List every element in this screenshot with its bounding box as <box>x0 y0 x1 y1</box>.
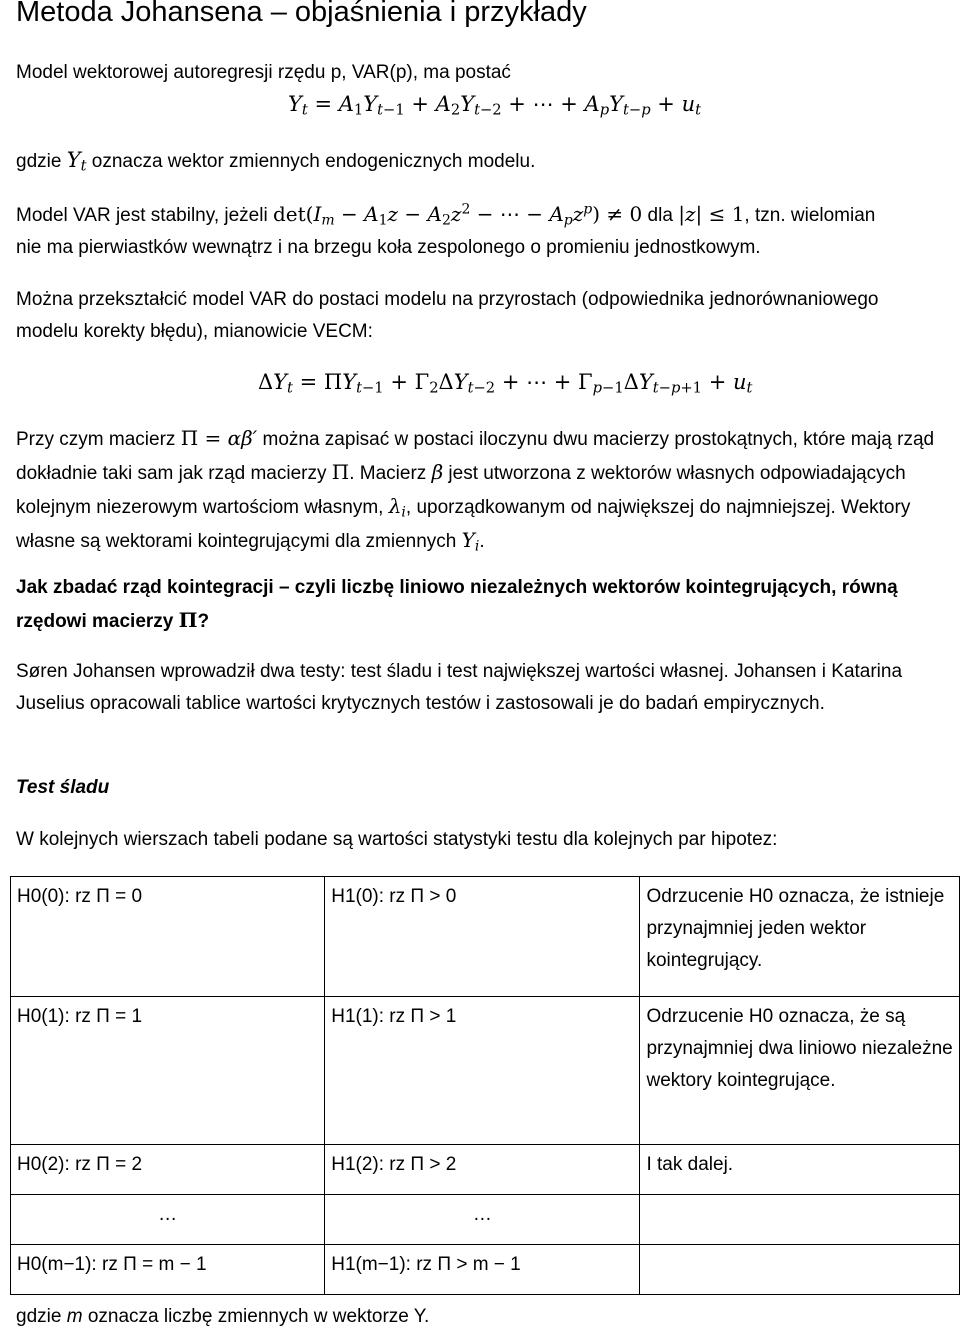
text: Jak zbadać rząd kointegracji – czyli liczbę liniowo niezależnych wektorów kointegrujących, równą rzędowi macierzy <box>16 577 898 632</box>
table-row <box>11 997 960 1145</box>
equation-vecm: $\Delta Y_t = \Pi Y_{t-1} + \Gamma_2\Delta Y_{t-2}$ + ⋯ + $\Gamma_{p-1}\Delta Y_{t-p+1} + u_t$ <box>258 370 753 397</box>
table-cell-h0: H0(2): rz Π = 2 <box>11 1145 325 1195</box>
table-cell-h1: … <box>325 1195 640 1245</box>
text: oznacza wektor zmiennych endogenicznych modelu. <box>91 151 536 172</box>
table-row <box>11 1195 960 1245</box>
footnote: gdzie m oznacza liczbę zmiennych w wektorze Y. <box>16 1306 430 1327</box>
paragraph-yt: gdzie $Y_t$ oznacza wektor zmiennych endogenicznych modelu. <box>16 148 536 175</box>
table-cell-h1: H1(m−1): rz Π > m − 1 <box>325 1245 640 1295</box>
paragraph-table-intro <box>16 824 946 856</box>
question-heading: Jak zbadać rząd kointegracji – czyli liczbę liniowo niezależnych wektorów kointegrujących, równą rzędowi macierzy Π? <box>16 577 898 632</box>
paragraph-stability: Model VAR jest stabilny, jeżeli $\det(I_m - A_1z - A_2z^2$ − ⋯ − $A_pz^p) \ne 0$ dla |z| ≤ 1, tzn. wielomian nie ma pierwiastków wewnątrz i na brzegu koła zespolonego o promieniu jednostkowym. <box>16 201 876 258</box>
paragraph-var-intro <box>16 57 946 89</box>
table-cell-h1: H1(0): rz Π > 0 <box>325 877 640 997</box>
text: oznacza liczbę zmiennych w wektorze Y. <box>87 1306 430 1327</box>
paragraph-pi-decomposition: Przy czym macierz Π = αβ′ można zapisać w postaci iloczynu dwu macierzy prostokątnych, które mają rząd dokładnie taki sam jak rząd macierzy Π. Macierz β jest utworzona z wektorów własnych odpowiadających kolejnym niezerowym wartościom własnym, $\lambda_i$, uporządkowanym od największej do najmniejszej. Wektory własne są wektorami kointegrującymi dla zmiennych $Y_i$. <box>16 426 935 555</box>
text: Można przekształcić model VAR do postaci modelu na przyrostach (odpowiednika jednorównaniowego modelu korekty błędu), mianowicie VECM: <box>16 289 879 342</box>
paragraph-johansen <box>16 656 946 720</box>
text: Test śladu <box>16 777 110 798</box>
table-cell-note <box>640 1245 960 1295</box>
text: jest utworzona z wektorów własnych odpowiadających kolejnym niezerowym wartościom własnym, <box>16 463 906 518</box>
table-cell-h0: … <box>11 1195 325 1245</box>
text: dla <box>647 205 673 226</box>
text: gdzie <box>16 1306 62 1327</box>
section-trace-test <box>16 772 946 804</box>
text: Model wektorowej autoregresji rzędu p, VAR(p), ma postać <box>16 62 511 83</box>
table-row <box>11 1145 960 1195</box>
table-row <box>11 877 960 997</box>
table-cell-h0: H0(0): rz Π = 0 <box>11 877 325 997</box>
text: Model VAR jest stabilny, jeżeli <box>16 205 268 226</box>
text: , uporządkowanym od największej do najmniejszej. Wektory własne są wektorami kointegrującymi dla zmiennych <box>16 497 911 552</box>
hypotheses-table <box>10 876 960 1295</box>
equation-var: $Y_t = A_1Y_{t-1} + A_2Y_{t-2}$ + ⋯ + $A_pY_{t-p} + u_t$ <box>288 92 701 119</box>
text: gdzie <box>16 151 62 172</box>
paragraph-vecm-intro <box>16 284 946 348</box>
table-row <box>11 1245 960 1295</box>
table-cell-note: Odrzucenie H0 oznacza, że istnieje przynajmniej jeden wektor kointegrujący. <box>640 877 960 997</box>
table-cell-h0: H0(m−1): rz Π = m − 1 <box>11 1245 325 1295</box>
text: Søren Johansen wprowadził dwa testy: test śladu i test największej wartości własnej. Johansen i Katarina Juselius opracowali tablice wartości krytycznych testów i zastosowali je do badań empirycznych. <box>16 661 903 714</box>
text: nie ma pierwiastków wewnątrz i na brzegu koła zespolonego o promieniu jednostkowym. <box>16 237 761 258</box>
table-cell-h1: H1(2): rz Π > 2 <box>325 1145 640 1195</box>
text: W kolejnych wierszach tabeli podane są wartości statystyki testu dla kolejnych par hipotez: <box>16 829 778 850</box>
text: można zapisać w postaci iloczynu dwu macierzy prostokątnych, które mają rząd dokładnie taki sam jak rząd macierzy <box>16 429 935 484</box>
text: , tzn. wielomian <box>744 205 876 226</box>
table-cell-h0: H0(1): rz Π = 1 <box>11 997 325 1145</box>
table-cell-note: I tak dalej. <box>640 1145 960 1195</box>
text: . Macierz <box>349 463 427 484</box>
page-title: Metoda Johansena – objaśnienia i przykłady <box>16 0 587 28</box>
table-cell-note: Odrzucenie H0 oznacza, że są przynajmniej dwa liniowo niezależne wektory kointegrujące. <box>640 997 960 1145</box>
table-cell-h1: H1(1): rz Π > 1 <box>325 997 640 1145</box>
table-cell-note <box>640 1195 960 1245</box>
text: Przy czym macierz <box>16 429 176 450</box>
